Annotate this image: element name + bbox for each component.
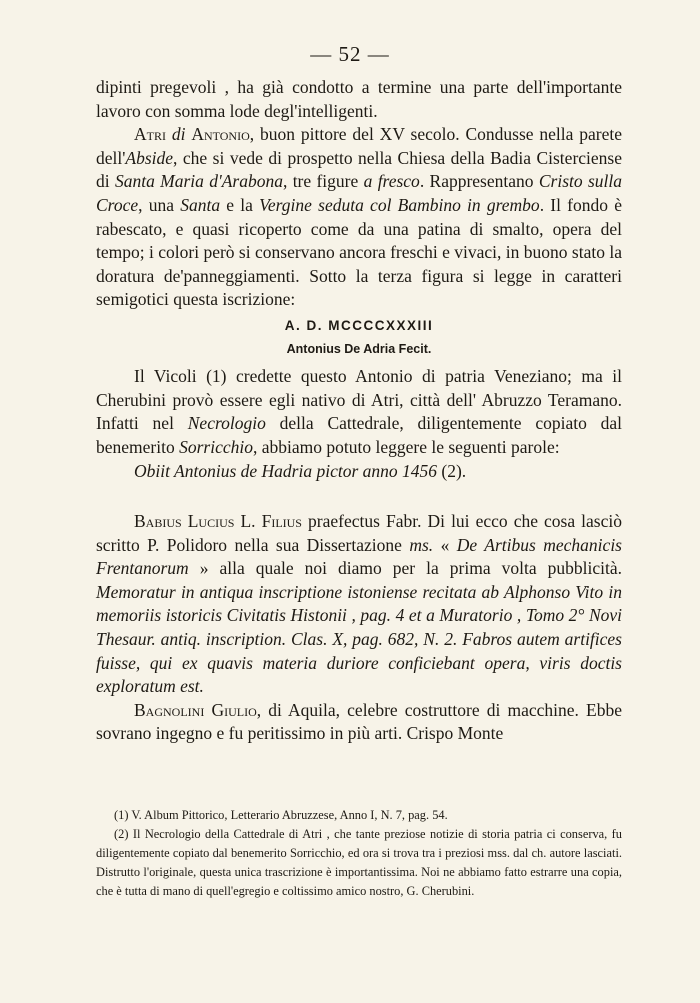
italic-sorricchio: Sorricchio	[179, 436, 253, 457]
text-run: , di Aquila, celebre costruttore di macchine. Ebbe sovrano ingegno e fu peritissimo in più arti. Crispo Monte	[96, 699, 622, 744]
italic-ms: ms.	[409, 534, 434, 555]
italic-cristo: Cristo sulla Croce	[96, 171, 622, 215]
entry-name-bagnolini: Bagnolini Giulio	[134, 699, 257, 720]
text-run: , abbiamo potuto leggere le seguenti parole:	[252, 436, 560, 457]
entry-name-antonio: Antonio	[191, 124, 250, 145]
italic-vergine: Vergine seduta col Bambino in grembo	[259, 194, 540, 215]
obiit-quote	[96, 460, 622, 484]
text-run: , che si vede di prospetto nella Chiesa della Badia Cisterciense di	[96, 147, 622, 192]
entry-name-babius: Babius Lucius L. Filius	[134, 511, 302, 532]
italic-abside: Abside	[125, 147, 174, 168]
italic-a-fresco: a fresco	[363, 171, 420, 192]
page-number: — 52 —	[310, 42, 390, 66]
text-run: , buon pittore del XV secolo. Condusse nella parete dell'	[96, 124, 623, 168]
section-gap	[96, 483, 622, 510]
text-run: della Cattedrale, diligentemente copiato dal benemerito	[96, 413, 623, 457]
paragraph-atri	[96, 123, 622, 312]
paragraph-bagnolini	[96, 699, 622, 746]
footnote-2: (2) Il Necrologio della Cattedrale di Atri , che tante preziose notizie di storia patria ci conserva, fu diligentemente copiato dal benemerito Sorricchio, ed ora si trova tra i preziosi mss. dal ch. autore lasciati. Distrutto l'originale, questa unica trascrizione è importantissima. Noi ne abbiamo fatto estrarre una copia, che è tutta di mano di quell'egregio e coltissimo amico nostro, G. Cherubini.	[96, 827, 622, 898]
text-run: praefectus Fabr. Di lui ecco che cosa lasciò scritto P. Polidoro nella sua Dissertazione	[96, 511, 622, 555]
inscription-date: A. D. MCCCCXXXIII	[284, 317, 434, 333]
footnote-1: (1) V. Album Pittorico, Letterario Abruzzese, Anno I, N. 7, pag. 54.	[114, 808, 448, 822]
italic-latin-quote: Memoratur in antiqua inscriptione istoniense recitata ab Alphonso Vito in memoriis istoricis Civitatis Histonii , pag. 4 et a Muratorio , Tomo 2° Novi Thesaur. antiq. inscription. Clas. X, pag. 682, N. 2. Fabros autem artifices fuisse, qui ex quavis materia duriore conficiebant opera, viris doctis exploratum est.	[96, 581, 622, 697]
text-run: Il Vicoli (1) credette questo Antonio di patria Veneziano; ma il Cherubini provò essere egli nativo di Atri, città dell' Abruzzo Teramano. Infatti nel	[96, 366, 622, 434]
text-run: «	[433, 534, 457, 555]
obiit-text: Obiit Antonius de Hadria pictor anno 1456	[134, 460, 438, 481]
italic-santa: Santa	[180, 194, 221, 215]
paragraph-vicoli	[96, 365, 622, 459]
obiit-footnote-ref: (2).	[437, 460, 467, 481]
entry-di: di	[171, 124, 186, 145]
text-run: , tre figure	[282, 171, 364, 192]
italic-necrologio: Necrologio	[187, 413, 266, 434]
text-run: . Rappresentano	[419, 171, 539, 192]
entry-name-atri: Atri	[134, 124, 166, 145]
text-run: , una	[138, 194, 181, 215]
italic-de-artibus: De Artibus mechanicis Frentanorum	[96, 534, 622, 579]
text-run: . Il fondo è rabescato, e quasi ricoperto come da una patina di smalto, opera del tempo; i colori però si conservano ancora freschi e vivaci, in buono stato la doratura de'panneggiamenti. Sotto la terza figura si legge in caratteri semigotici questa iscrizione:	[96, 194, 622, 310]
text-run: » alla quale noi diamo per la prima volta pubblicità.	[188, 558, 622, 579]
paragraph-continuation: dipinti pregevoli , ha già condotto a termine una parte dell'importante lavoro con somma lode degl'intelligenti.	[96, 77, 622, 121]
inscription-signature: Antonius De Adria Fecit.	[286, 341, 432, 356]
italic-santa-maria: Santa Maria d'Arabona	[114, 171, 283, 192]
footnotes	[96, 806, 622, 901]
paragraph-babius	[96, 510, 622, 699]
text-run: e la	[220, 194, 260, 215]
main-text	[96, 76, 622, 746]
